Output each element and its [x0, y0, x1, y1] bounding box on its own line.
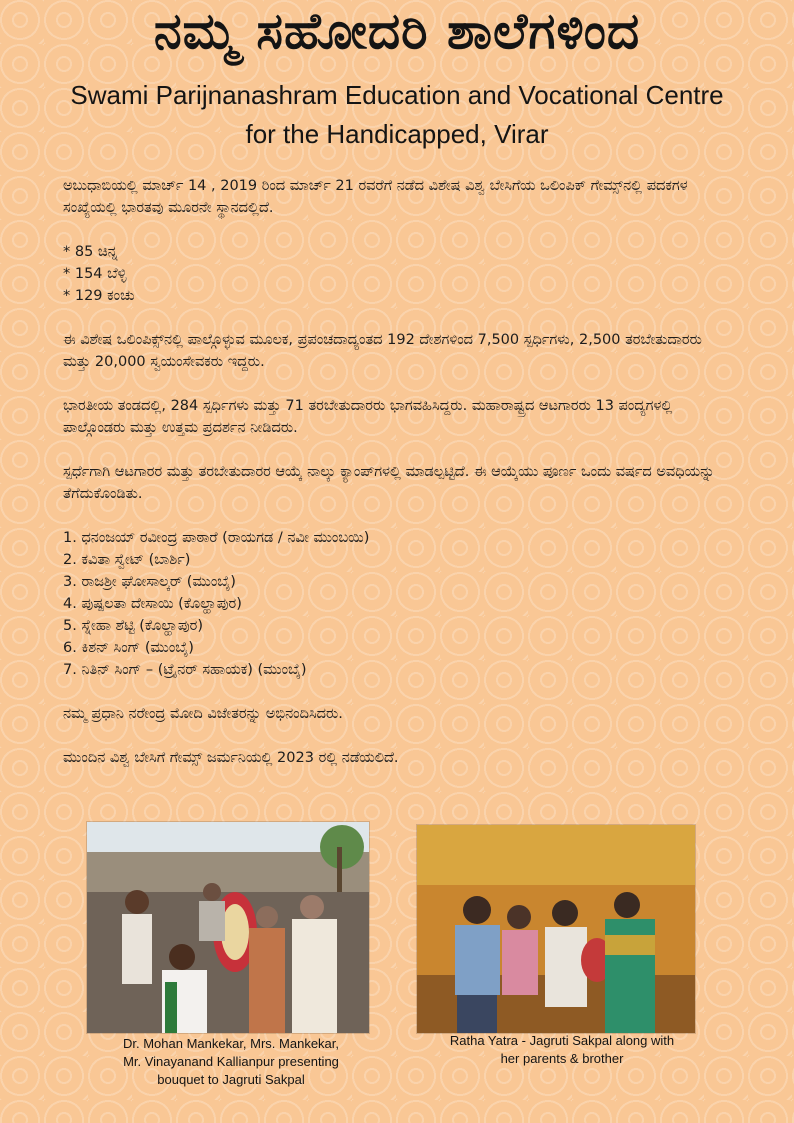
indian-team-paragraph: ಭಾರತೀಯ ತಂಡದಲ್ಲಿ, 284 ಸ್ಪರ್ಧಿಗಳು ಮತ್ತು 71 ತರಬೇತುದಾರರು ಭಾಗವಹಿಸಿದ್ದರು. ಮಹಾರಾಷ್ಟ್ರದ ಆಟಗಾರರು 13 ಪಂದ್ಯಗಳಲ್ಲಿ ಪಾಲ್ಗೊಂಡರು ಮತ್ತು ಉತ್ತಮ ಪ್ರದರ್ಶನ ನೀಡಿದರು. [63, 398, 673, 436]
intro-paragraph: ಅಬುಧಾಬಿಯಲ್ಲಿ ಮಾರ್ಚ್ 14 , 2019 ರಿಂದ ಮಾರ್ಚ್ 21 ರವರೆಗೆ ನಡೆದ ವಿಶೇಷ ವಿಶ್ವ ಬೇಸಿಗೆಯ ಒಲಿಂಪಿಕ್ ಗೇಮ್ಸ್‌ನಲ್ಲಿ ಪದಕಗಳ ಸಂಖ್ಯೆಯಲ್ಲಿ ಭಾರತವು ಮೂರನೇ ಸ್ಥಾನದಲ್ಲಿದೆ. [63, 178, 688, 216]
page-subtitle [20, 76, 774, 154]
caption-line: her parents & brother [500, 1051, 624, 1066]
photo-ratha-yatra [416, 824, 696, 1034]
next-games-paragraph: ಮುಂದಿನ ವಿಶ್ವ ಬೇಸಿಗೆ ಗೇಮ್ಸ್ ಜರ್ಮನಿಯಲ್ಲಿ 2023 ರಲ್ಲಿ ನಡೆಯಲಿದೆ. [63, 750, 399, 766]
caption-line: bouquet to Jagruti Sakpal [157, 1072, 305, 1087]
pm-congrats-paragraph: ನಮ್ಮ ಪ್ರಧಾನಿ ನರೇಂದ್ರ ಮೋದಿ ವಿಜೇತರನ್ನು ಅಭಿನಂದಿಸಿದರು. [63, 706, 343, 722]
participant-item: 6. ಕಿಶನ್ ಸಿಂಗ್ (ಮುಂಬೈ) [63, 640, 194, 656]
caption-line: Dr. Mohan Mankekar, Mrs. Mankekar, [122, 1036, 340, 1051]
medal-item-silver: * 154 ಬೆಳ್ಳಿ [63, 266, 127, 282]
medal-item-bronze: * 129 ಕಂಚು [63, 288, 135, 304]
article-body [63, 175, 733, 791]
medal-list [63, 241, 733, 307]
subtitle-line-2: for the Handicapped, Virar [245, 119, 549, 149]
participant-list [63, 527, 733, 681]
page-title: ನಮ್ಮ ಸಹೋದರಿ ಶಾಲೆಗಳಿಂದ [153, 2, 641, 60]
photo-bouquet-presentation [86, 821, 370, 1034]
selection-paragraph: ಸ್ಪರ್ಧೆಗಾಗಿ ಆಟಗಾರರ ಮತ್ತು ತರಬೇತುದಾರರ ಆಯ್ಕೆ ನಾಲ್ಕು ಕ್ಯಾಂಪ್‌ಗಳಲ್ಲಿ ಮಾಡಲ್ಪಟ್ಟಿದೆ. ಈ ಆಯ್ಕೆಯು ಪೂರ್ಣ ಒಂದು ವರ್ಷದ ಅವಧಿಯನ್ನು ತೆಗೆದುಕೊಂಡಿತು. [63, 464, 715, 502]
caption-line: Ratha Yatra - Jagruti Sakpal along with [449, 1033, 675, 1048]
participant-item: 4. ಪುಷ್ಪಲತಾ ದೇಸಾಯಿ (ಕೊಲ್ಹಾಪುರ) [63, 596, 242, 612]
participant-item: 3. ರಾಜಶ್ರೀ ಘೋಸಾಲ್ಕರ್ (ಮುಂಬೈ) [63, 574, 236, 590]
participant-item: 2. ಕವಿತಾ ಸ್ವೇಟ್ (ಬಾರ್ಶಿ) [63, 552, 191, 568]
medal-item-gold: * 85 ಚಿನ್ನ [63, 244, 118, 260]
caption-line: Mr. Vinayanand Kallianpur presenting [123, 1054, 339, 1069]
participation-paragraph: ಈ ವಿಶೇಷ ಒಲಿಂಪಿಕ್ಸ್‌ನಲ್ಲಿ ಪಾಲ್ಗೊಳ್ಳುವ ಮೂಲಕ, ಪ್ರಪಂಚದಾದ್ಯಂತದ 192 ದೇಶಗಳಿಂದ 7,500 ಸ್ಪರ್ಧಿಗಳು, 2,500 ತರಬೇತುದಾರರು ಮತ್ತು 20,000 ಸ್ವಯಂಸೇವಕರು ಇದ್ದರು. [63, 332, 702, 370]
photo-caption-left [86, 1035, 376, 1089]
participant-item: 7. ನಿತಿನ್ ಸಿಂಗ್ – (ಟ್ರೈನರ್ ಸಹಾಯಕ) (ಮುಂಬೈ) [63, 662, 307, 678]
photo-caption-right [432, 1032, 692, 1068]
subtitle-line-1: Swami Parijnanashram Education and Vocational Centre [70, 80, 724, 110]
participant-item: 5. ಸ್ನೇಹಾ ಶೆಟ್ಟಿ (ಕೊಲ್ಹಾಪುರ) [63, 618, 204, 634]
participant-item: 1. ಧನಂಜಯ್ ರವೀಂದ್ರ ಪಾಠಾರೆ (ರಾಯಗಡ / ನವೀ ಮುಂಬಯಿ) [63, 530, 370, 546]
